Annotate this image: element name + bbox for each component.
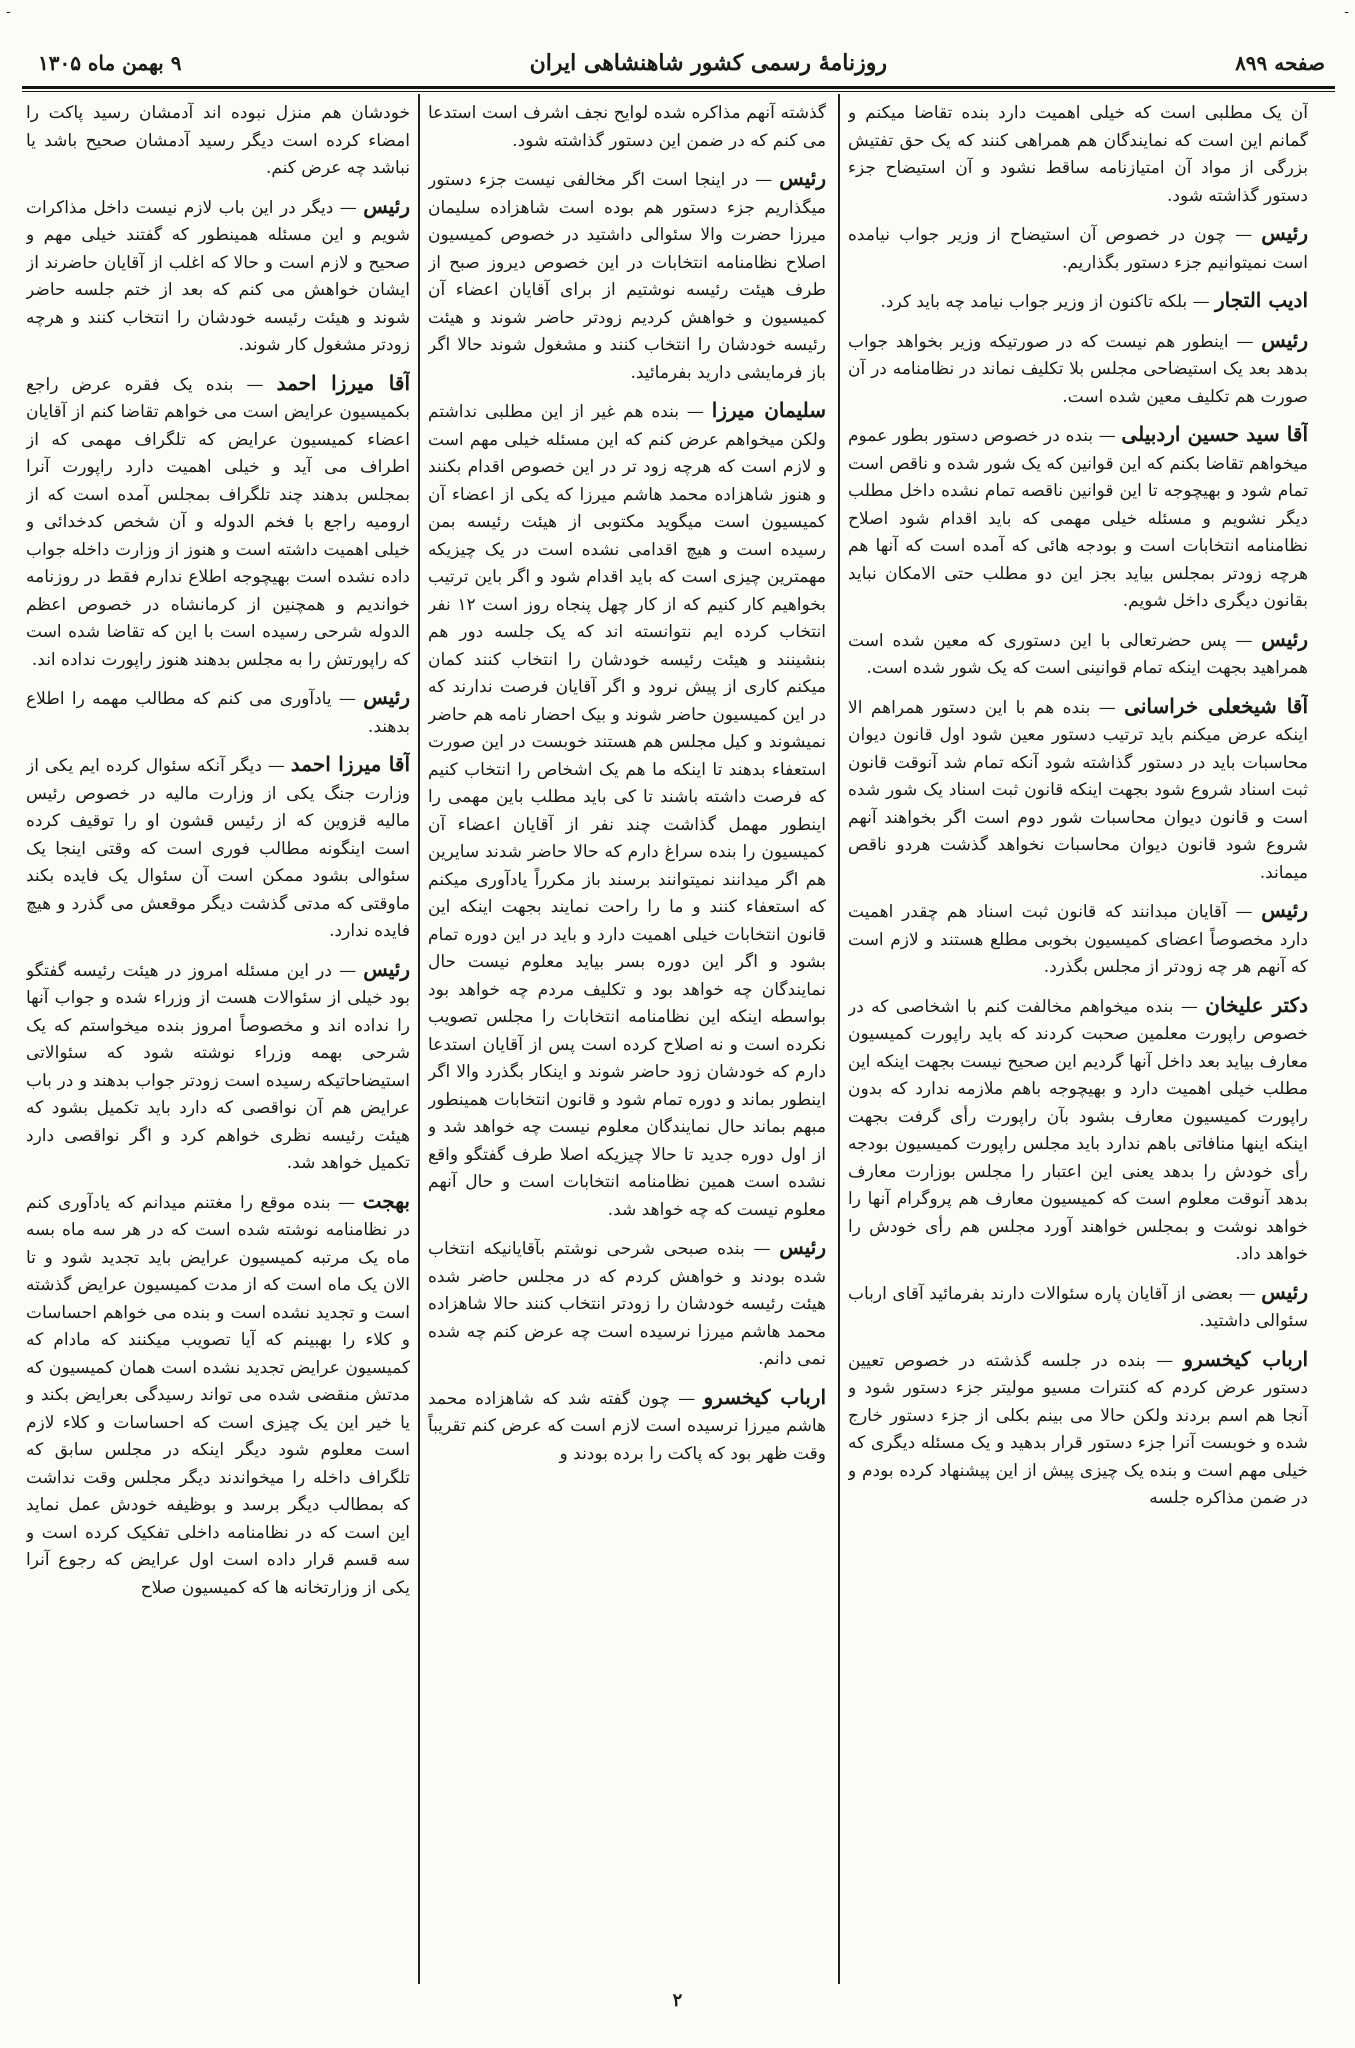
speaker-name: آقا میرزا احمد bbox=[290, 752, 410, 776]
speaker-name: دکتر علیخان bbox=[1205, 992, 1308, 1017]
speaker-name: بهجت bbox=[362, 1188, 410, 1213]
header-rule-thick bbox=[22, 86, 1335, 89]
page-header bbox=[38, 42, 1325, 84]
transcript-paragraph bbox=[848, 626, 1308, 683]
transcript-paragraph bbox=[848, 287, 1308, 317]
transcript-paragraph bbox=[26, 1188, 410, 1603]
speaker-dash: — bbox=[1226, 630, 1262, 651]
speaker-dash: — bbox=[333, 197, 364, 218]
speaker-dash: — bbox=[748, 170, 780, 190]
speaker-dash: — bbox=[744, 1239, 780, 1259]
column-middle bbox=[428, 100, 826, 1930]
issue-date: ۹ بهمن ماه ۱۳۰۵ bbox=[38, 51, 182, 75]
speaker-name: رئیس bbox=[779, 166, 826, 190]
paragraph-text: خودشان هم منزل نبوده اند آدمشان رسید پاکت را امضاء کرده است دیگر رسید آدمشان صحیح باشد یا نباشد چه عرض کنم. bbox=[26, 103, 410, 178]
transcript-paragraph bbox=[848, 897, 1308, 982]
transcript-paragraph bbox=[26, 956, 410, 1178]
header-rule-thin bbox=[22, 91, 1335, 92]
speaker-dash: — bbox=[670, 1388, 704, 1409]
speaker-dash: — bbox=[331, 960, 364, 981]
speaker-dash: — bbox=[1226, 902, 1262, 922]
paragraph-text: چون در خصوص آن استیضاح از وزیر جواب نیامده است نمیتوانیم جزء دستور بگذاریم. bbox=[848, 225, 1308, 273]
paragraph-text: گذشته آنهم مذاکره شده لوایح نجف اشرف است استدعا می کنم که در ضمن این دستور گذاشته شود. bbox=[428, 103, 826, 151]
paragraph-text: بنده یک فقره عرض راجع بکمیسیون عرایض است می خواهم تقاضا کنم از آقایان اعضاء کمیسیون عرایض که تلگراف مهمی که از اطراف می آید و خیلی اهمیت دارد راپورت آنرا بمجلس بدهند چند تلگراف بمجلس آمده است که از ارومیه راجع با فخم الدوله و آن شخص کدخدائی و خیلی اهمیت داشته است و هنوز از وزارت داخله جواب داده نشده است بهیچوجه اطلاع ندارم فقط در روزنامه خواندیم و همچنین از کرمانشاه در خصوص اعظم الدوله شرحی رسیده است با این که تقاضا شده است که راپورتش را به مجلس بدهند هنوز راپورت نداده اند. bbox=[26, 374, 410, 670]
speaker-name: رئیس bbox=[363, 193, 410, 218]
page-label: صفحه ۸۹۹ bbox=[1235, 51, 1325, 75]
transcript-paragraph bbox=[848, 1346, 1308, 1513]
speaker-dash: — bbox=[331, 689, 364, 709]
paragraph-text: بنده صبحی شرحی نوشتم بآقایانیکه انتخاب شده بودند و خواهش کردم که در مجلس حاضر شده هیئت رئیسه خودشان را زودتر انتخاب کنند حالا شاهزاده محمد هاشم میرزا نرسیده است چه عرض کنم چه شده نمی دانم. bbox=[428, 1239, 826, 1369]
transcript-paragraph bbox=[848, 693, 1308, 888]
transcript-paragraph bbox=[848, 100, 1308, 210]
speaker-dash: — bbox=[1233, 1283, 1262, 1304]
speaker-name: رئیس bbox=[363, 685, 410, 709]
transcript-paragraph bbox=[26, 370, 410, 675]
transcript-paragraph bbox=[26, 100, 410, 183]
speaker-dash: — bbox=[261, 756, 291, 776]
paragraph-text: بعضی از آقایان پاره سئوالات دارند بفرمائید آقای ارباب سئوالی داشتید. bbox=[848, 1283, 1308, 1331]
transcript-paragraph bbox=[428, 1234, 826, 1374]
transcript-paragraph bbox=[848, 327, 1308, 412]
paragraph-text: بنده هم غیر از این مطلبی نداشتم ولکن میخواهم عرض کنم که این مسئله خیلی مهم است و لازم است که هرچه زود تر در این خصوص اقدام بکنند و هنوز شاهزاده محمد هاشم میرزا که یکی از اعضاء آن کمیسیون است میگوید مکتوبی از هیئت رئیسه بمن رسیده است و هیچ اقدامی نشده است در یک چیزیکه مهمترین چیزی است که باید اقدام شود و اگر باین ترتیب بخواهیم کار کنیم که از کار چهل پنجاه روز است ۱۲ نفر انتخاب کرده ایم نتوانسته اند که یک جلسه دور هم بنشینند و هیئت رئیسه خودشان را انتخاب کنند کمان میکنم کاری از پیش نرود و اگر آقایان فرصت ندارند که در این کمیسیون حاضر شوند و بیک احضار نامه هم حاضر نمیشوند و کیل مجلس هم هستند خوبست در این صورت استعفاء بدهند تا اینکه ما هم یک اشخاص را انتخاب کنیم که فرصت داشته باشند تا کی باید مطلب باین مهمی را اینطور مهمل گذاشت چند نفر از آقایان اعضاء آن کمیسیون را بنده سراغ دارم که حالا حاضر شدند سایرین هم اگر میدانند نمیتوانند برسند باز مکرراً یادآوری میکنم که استعفاء کنند و ما را راحت نمایند بجهت اینکه این قانون انتخابات خیلی اهمیت دارد و باید در این دوره تمام بشود و اگر این دوره بسر بیاید معلوم نیست حال نمایندگان چه خواهد بود و تکلیف مردم چه خواهد بود بواسطه اینکه این نظامنامه انتخابات را مجلس تصویب نکرده است و نه اصلاح کرده است پس از آقایان استدعا دارم که خودشان زود حاضر شوند و اینکار بگذرد والا اگر اینطور بماند و دوره تمام شود و قانون انتخابات همینطور مبهم بماند حال نمایندگان معلوم نیست چه خواهد شد و از اول دوره جدید تا حالا چیزیکه اصلا طرف گفتگو واقع نشده است همین نظامنامه انتخابات است و حال آنهم معلوم نیست که چه خواهد شد. bbox=[428, 402, 826, 1220]
speaker-name: سلیمان میرزا bbox=[711, 398, 826, 422]
corner-mark-left: - bbox=[6, 4, 11, 20]
speaker-dash: — bbox=[679, 402, 712, 422]
transcript-paragraph bbox=[428, 1384, 826, 1469]
speaker-dash: — bbox=[1145, 1350, 1184, 1371]
speaker-dash: — bbox=[1090, 697, 1125, 718]
speaker-name: رئیس bbox=[779, 1235, 826, 1259]
speaker-name: رئیس bbox=[1261, 626, 1308, 651]
paragraph-text: بنده در جلسه گذشته در خصوص تعیین دستور عرض کردم که کنترات مسیو مولیتر جزء دستور شود و آنجا هم اسم بردند ولکن حالا می بینم بکلی از جزء دستور خارج شده و خوبست آنرا جزء دستور قرار بدهید و یک مسئله دیگری که خیلی مهم است و بنده یک چیزی پیش از این پیشنهاد کرده بودم و در ضمن مذاکره جلسه bbox=[848, 1350, 1308, 1508]
speaker-name: آقا میرزا احمد bbox=[276, 370, 410, 395]
speaker-name: رئیس bbox=[363, 956, 410, 981]
speaker-name: آقا شیخعلی خراسانی bbox=[1124, 693, 1308, 718]
column-divider bbox=[418, 94, 420, 1984]
paragraph-text: بنده موقع را مغتنم میدانم که یادآوری کنم در نظامنامه نوشته شده است که در هر سه ماه بسه ماه یک مرتبه کمیسیون عرایض باید تجدید شود و تا الان یک ماه است که از مدت کمیسیون عرایض گذشته است و تجدید نشده است و بنده می خواهم احساسات و کلاء را بهبینم که آیا تصویب میکنند که مادام که کمیسیون عرایض تجدید نشده است همان کمیسیون که مدتش منقضی شده می تواند رسیدگی بعرایض بکند و یا خیر این یک چیزی است که احساسات و کلاء لازم است معلوم شود دیگر اینکه در مجلس سابق که تلگراف داخله را میخواندند دیگر مجلس وقت نداشت که بمطالب دیگر برسد و بوظیفه خودش عمل نماید این است که در نظامنامه داخلی تفکیک کرده است و سه قسم قرار داده است اول عرایض که رجوع آنرا یکی از وزارتخانه ها که کمیسیون صلاح bbox=[26, 1192, 410, 1598]
page-number: ۲ bbox=[672, 1990, 683, 2011]
speaker-name: رئیس bbox=[1261, 221, 1308, 245]
speaker-dash: — bbox=[1187, 292, 1216, 312]
speaker-dash: — bbox=[1093, 426, 1122, 446]
speaker-name: ارباب کیخسرو bbox=[703, 1384, 826, 1409]
column-right bbox=[848, 100, 1308, 1930]
speaker-name: رئیس bbox=[1261, 327, 1308, 352]
transcript-paragraph bbox=[848, 1279, 1308, 1336]
paragraph-text: بنده هم با این دستور همراهم الا اینکه عرض میکنم باید ترتیب دستور معین شود اول قانون دیوان محاسبات باید در دستور گذاشته شود آنکه تمام شد آنوقت قانون ثبت اسناد شروع شود بجهت اینکه قانون ثبت اسناد یک شور شده است و قانون دیوان محاسبات شور دوم است اگر بخواهند آنهم شروع شود قانون دیوان محاسبات نخواهد گذشت هردو ناقص میماند. bbox=[848, 697, 1308, 883]
newspaper-title: روزنامهٔ رسمی کشور شاهنشاهی ایران bbox=[529, 50, 887, 76]
transcript-paragraph bbox=[848, 992, 1308, 1269]
transcript-paragraph bbox=[26, 193, 410, 360]
paragraph-text: در اینجا است اگر مخالفی نیست جزء دستور میگذاریم جزء دستور هم بوده است شاهزاده سلیمان میرزا حضرت والا سئوالی داشتید در خصوص کمیسیون اصلاح نظامنامه انتخابات در این خصوص دیروز صبح از طرف هیئت رئیسه نوشتیم از برای آقایان اعضاء آن کمیسیون و خواهش کردیم زودتر حاضر شوند و هیئت رئیسه خودشان را انتخاب کنند و مشغول شوند حالا اگر باز فرمایشی دارید بفرمائید. bbox=[428, 170, 826, 383]
speaker-name: ارباب کیخسرو bbox=[1183, 1346, 1308, 1371]
speaker-name: رئیس bbox=[1261, 898, 1308, 922]
speaker-name: رئیس bbox=[1261, 1279, 1308, 1304]
transcript-paragraph bbox=[428, 397, 826, 1224]
paragraph-text: دیگر آنکه سئوال کرده ایم یکی از وزارت جنگ یکی از وزارت مالیه در خصوص رئیس مالیه قزوین که از رئیس قشون او را توقیف کرده است اینگونه مطالب فوری است که وقتی اینجا یک سئوالی بشود ممکن است آن سئوال یک فایده بکند ماوقتی که مدتی گذشت دیگر موقعش می گذرد و هیچ فایده ندارد. bbox=[26, 756, 410, 941]
paragraph-text: در این مسئله امروز در هیئت رئیسه گفتگو بود خیلی از سئوالات هست از وزراء شده و جواب آنها را نداده اند و مخصوصاً امروز بنده میخواستم که یک شرحی بهمه وزراء نوشته شود که سئوالاتی استیضاحاتیکه رسیده است زودتر جواب بدهند و در باب عرایض هم آن نواقصی که دارد باید تکمیل بشود که هیئت رئیسه نظری خواهم کرد و اگر نواقصی دارد تکمیل خواهد شد. bbox=[26, 960, 410, 1173]
speaker-name: آقا سید حسین اردبیلی bbox=[1121, 422, 1308, 446]
paragraph-text: چون گفته شد که شاهزاده محمد هاشم میرزا نرسیده است لازم است که عرض کنم تقریباً وقت ظهر بود که پاکت را برده بودند و bbox=[428, 1388, 826, 1464]
paragraph-text: دیگر در این باب لازم نیست داخل مذاکرات شویم و این مسئله همینطور که گفتند خیلی مهم و صحیح و لازم است و حالا که اغلب از آقایان حاضرند از ایشان خواهش می کنم که بعد از ختم جلسه حاضر شوند و هیئت رئیسه خودشان را انتخاب کنند و هرچه زودتر مشغول کار شوند. bbox=[26, 197, 410, 355]
transcript-paragraph bbox=[26, 751, 410, 946]
transcript-paragraph bbox=[848, 220, 1308, 277]
column-left bbox=[26, 100, 410, 1930]
paragraph-text: بنده در خصوص دستور بطور عموم میخواهم تقاضا بکنم که این قوانین که یک شور شده و ناقص است تمام شود و بهیچوجه تا این قوانین ناقصه تمام نشده داخل مطلب دیگر نشویم و مسئله خیلی مهمی که باید اقدام شود اصلاح نظامنامه انتخابات است و بودجه هائی که آمده است که آنها هم هرچه زودتر بمجلس بیاید بجز این دو مطلب حتی الامکان نباید بقانون دیگری داخل شویم. bbox=[848, 426, 1308, 611]
paragraph-text: بنده میخواهم مخالفت کنم با اشخاصی که در خصوص راپورت معلمین صحبت کردند که باید راپورت کمیسیون معارف بیاید بعد داخل آنها گردیم این صحیح نیست بجهت اینکه این مطلب خیلی اهمیت دارد و بهیچوجه باهم ملازمه ندارد که بدون راپورت کمیسیون معارف بشود بآن راپورت رأی گرفت بجهت اینکه اینها منافاتی باهم ندارد باید مجلس راپورت کمیسیون بودجه رأی خودش را بدهد یعنی این اعتبار را مجلس بوزارت معارف بدهد آنوقت معلوم است که کمیسیون معارف هم پروگرام آنها را خواهد نوشت و بمجلس خواهند آورد مجلس هم رأی خودش را خواهد داد. bbox=[848, 996, 1308, 1264]
transcript-paragraph bbox=[428, 165, 826, 387]
speaker-dash: — bbox=[233, 374, 277, 395]
speaker-dash: — bbox=[1225, 225, 1262, 245]
speaker-dash: — bbox=[1228, 331, 1262, 352]
speaker-dash: — bbox=[1173, 996, 1206, 1017]
speaker-dash: — bbox=[330, 1192, 363, 1213]
paragraph-text: اینطور هم نیست که در صورتیکه وزیر بخواهد جواب بدهد بعد یک استیضاحی مجلس بلا تکلیف نماند در نظامنامه در آن صورت هم تکلیف معین شده است. bbox=[848, 331, 1308, 407]
paragraph-text: آن یک مطلبی است که خیلی اهمیت دارد بنده تقاضا میکنم و گمانم این است که نمایندگان هم همراهی کنند که یک حق تفتیش بزرگی از مواد آن امتیازنامه ساقط نشود و آن استیضاح جزء دستور گذاشته شود. bbox=[848, 103, 1308, 206]
paragraph-text: بلکه تاکنون از وزیر جواب نیامد چه باید کرد. bbox=[880, 292, 1188, 312]
paragraph-text: یادآوری می کنم که مطالب مهمه را اطلاع بدهند. bbox=[26, 689, 410, 737]
column-divider bbox=[838, 94, 840, 1984]
paragraph-text: آقایان مبدانند که قانون ثبت اسناد هم چقدر اهمیت دارد مخصوصاً اعضای کمیسیون بخوبی مطلع هستند و لازم است که آنهم هر چه زودتر از مجلس بگذرد. bbox=[848, 902, 1308, 977]
paragraph-text: پس حضرتعالی با این دستوری که معین شده است همراهید بجهت اینکه تمام قوانینی است که یک شور شده است. bbox=[848, 630, 1308, 678]
transcript-paragraph bbox=[428, 100, 826, 155]
speaker-name: ادیب التجار bbox=[1215, 288, 1308, 312]
corner-mark-right: - bbox=[1344, 4, 1349, 20]
transcript-paragraph bbox=[848, 421, 1308, 616]
transcript-paragraph bbox=[26, 684, 410, 741]
